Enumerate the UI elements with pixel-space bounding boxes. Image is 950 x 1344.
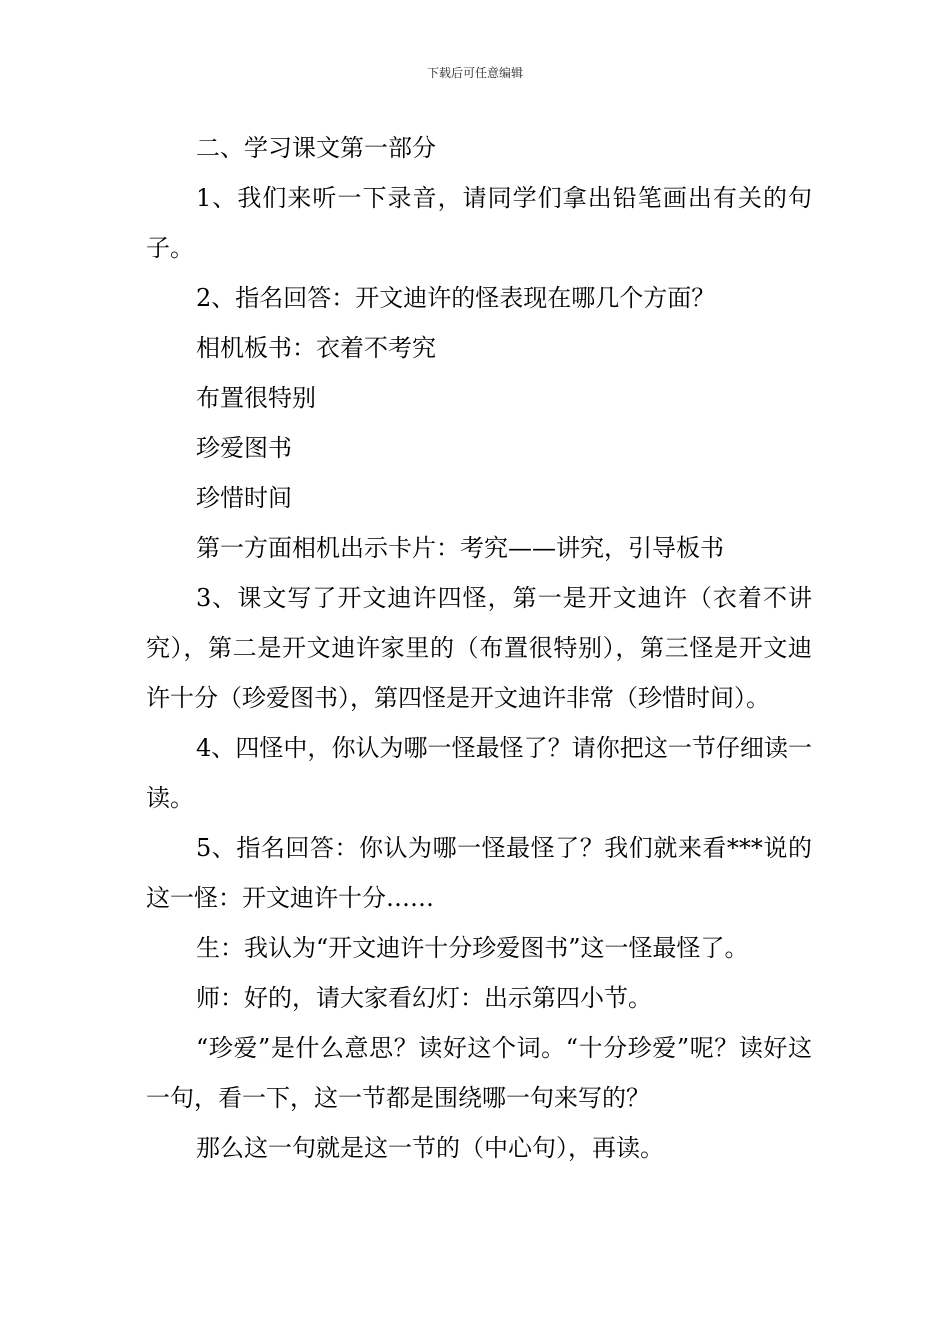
paragraph-student-answer: 生：我认为“开文迪许十分珍爱图书”这一怪最怪了。 — [196, 934, 749, 962]
paragraph-step-3: 3、课文写了开文迪许四怪，第一是开文迪许（衣着不讲究），第二是开文迪许家里的（布置很特别），第三怪是开文迪许十分（珍爱图书），第四怪是开文迪许非常（珍惜时间）。 — [146, 584, 812, 712]
paragraph-central-sentence: 那么这一句就是这一节的（中心句），再读。 — [196, 1134, 664, 1162]
paragraph-word-question: “珍爱”是什么意思？读好这个词。“十分珍爱”呢？读好这一句，看一下，这一节都是围绕哪一句来写的？ — [146, 1034, 812, 1112]
paragraph-teacher-reply: 师：好的，请大家看幻灯：出示第四小节。 — [196, 984, 652, 1012]
paragraph-board-note-4: 珍惜时间 — [196, 484, 292, 512]
document-body — [146, 123, 812, 1173]
paragraph-step-5: 5、指名回答：你认为哪一怪最怪了？我们就来看***说的这一怪：开文迪许十分…… — [146, 834, 812, 912]
paragraph-section-heading: 二、学习课文第一部分 — [196, 134, 436, 162]
paragraph-step-1: 1、我们来听一下录音，请同学们拿出铅笔画出有关的句子。 — [146, 184, 812, 262]
paragraph-board-note-1: 相机板书：衣着不考究 — [196, 334, 436, 362]
paragraph-step-2: 2、指名回答：开文迪许的怪表现在哪几个方面？ — [196, 284, 716, 312]
page-header: 下载后可任意编辑 — [426, 66, 523, 80]
paragraph-board-note-2: 布置很特别 — [196, 384, 316, 412]
paragraph-card-note: 第一方面相机出示卡片：考究——讲究，引导板书 — [196, 534, 724, 562]
paragraph-board-note-3: 珍爱图书 — [196, 434, 292, 462]
paragraph-step-4: 4、四怪中，你认为哪一怪最怪了？请你把这一节仔细读一读。 — [146, 734, 812, 812]
